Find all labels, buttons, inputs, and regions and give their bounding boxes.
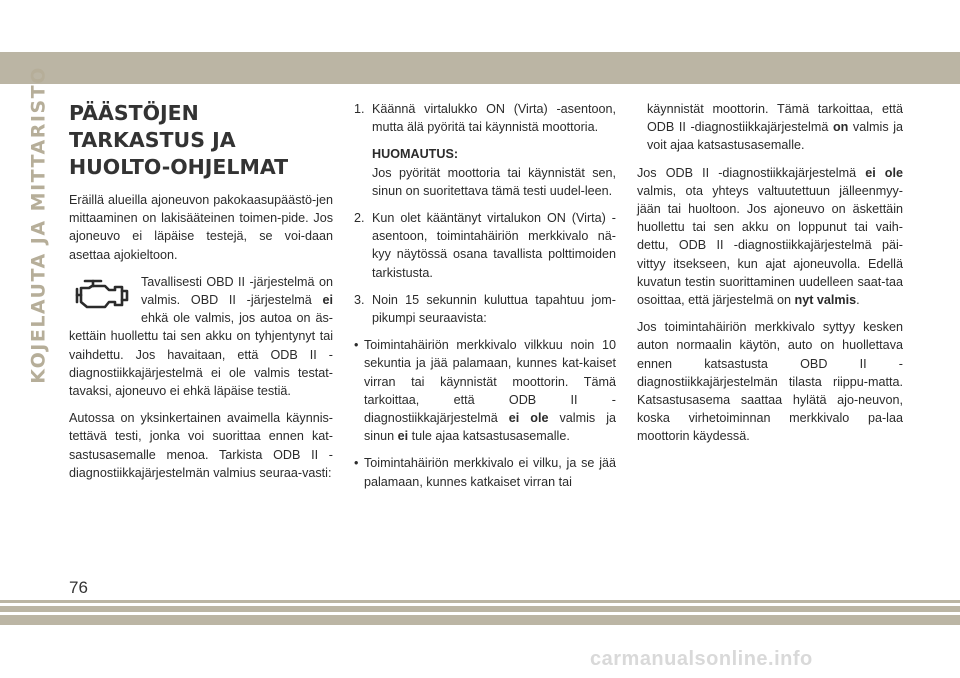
- note-heading: HUOMAUTUS:: [372, 147, 459, 162]
- list-item-2: [354, 209, 616, 282]
- column-2: [354, 100, 616, 500]
- paragraph-intro: Eräillä alueilla ajoneuvon pakokaasupäästö-jen mittaaminen on lakisääteinen toimen-pide. Jos ajoneuvo ei läpäise testejä, se voi-daan asettaa ajokieltoon.: [69, 193, 333, 262]
- watermark: carmanualsonline.info: [590, 648, 813, 670]
- header-band: [0, 52, 960, 84]
- list-item-1: [354, 100, 616, 136]
- engine-warning-icon: [69, 277, 133, 311]
- list-item-3: [354, 291, 616, 327]
- column-1: [69, 100, 333, 491]
- bullet-mark: •: [354, 456, 359, 471]
- bullet-text: Toimintahäiriön merkkivalo ei vilku, ja se jää palamaan, kunnes katkaiset virran tai: [364, 456, 616, 489]
- note-text: Jos pyörität moottoria tai käynnistät sen, sinun on suoritettava tämä testi uudel-leen.: [372, 165, 616, 198]
- bullet-text: Toimintahäiriön merkkivalo vilkkuu noin 10 sekuntia ja jää palamaan, kunnes kat-kaiset virran tai käynnistät moottorin. Tämä tarkoittaa, että ODB II -diagnostiikkajärjestelmä ei ole valmis ja sinun ei tule ajaa katsastusasemalle.: [364, 338, 617, 444]
- page-number: 76: [69, 578, 88, 597]
- section-title: PÄÄSTÖJEN TARKASTUS JA HUOLTO-OHJELMAT: [69, 101, 289, 179]
- note-box: [372, 145, 616, 200]
- footer-rule-1: [0, 600, 960, 603]
- list-number: 1.: [354, 102, 365, 116]
- paragraph-obd-ready: Tavallisesti OBD II -järjestelmä on valmis. OBD II -järjestelmä ei ehkä ole valmis, jos autoa on äs-kettäin huollettu tai sen akku on tyhjentynyt tai vaihdettu. Jos havaitaan, että ODB II -diagnostiikkajärjestelmä ei ole valmis testat-tavaksi, ajoneuvo ei ehkä läpäise testiä.: [69, 274, 333, 399]
- section-side-tab[interactable]: [24, 66, 54, 384]
- list-text: Noin 15 sekunnin kuluttua tapahtuu jom-pikumpi seuraavista:: [372, 292, 616, 326]
- column-3: [637, 100, 903, 455]
- bullet-item-2: [354, 454, 616, 490]
- paragraph-mil-on: Jos toimintahäiriön merkkivalo syttyy kesken auton normaalin käytön, auto on huollettava ennen katsastusta OBD II -diagnostiikkajärjestelmän tilasta riippu-matta. Katsastusasema saattaa hylätä ajo-neuvon, koska virhetoiminnan merkkivalo pa-laa moottorin käydessä.: [637, 320, 903, 444]
- list-number: 3.: [354, 292, 365, 307]
- footer-band: [0, 615, 960, 625]
- list-number: 2.: [354, 211, 365, 226]
- list-text: Käännä virtalukko ON (Virta) -asentoon, mutta älä pyöritä tai käynnistä moottoria.: [372, 102, 616, 135]
- list-text: Kun olet kääntänyt virtalukon ON (Virta) -asentoon, toimintahäiriön merkkivalo nä-kyy näytössä osana tavallista polttimoiden tarkistusta.: [372, 211, 616, 280]
- section-side-tab-label: KOJELAUTA JA MITTARISTO: [28, 66, 51, 384]
- bullet-mark: •: [354, 338, 359, 353]
- bullet-continuation: käynnistät moottorin. Tämä tarkoittaa, että ODB II -diagnostiikkajärjestelmä on valmis ja voit ajaa katsastusasemalle.: [647, 102, 904, 153]
- emphasis-ei: ei: [322, 293, 333, 308]
- footer-rule-2: [0, 606, 960, 612]
- paragraph-key-test: Autossa on yksinkertainen avaimella käynnis-tettävä testi, jonka voi suorittaa ennen kat-sastusasemalle menoa. Tarkista ODB II -diagnostiikkajärjestelmän valmius seuraa-vasti:: [69, 411, 333, 480]
- paragraph-not-ready: Jos ODB II -diagnostiikkajärjestelmä ei ole valmis, ota yhteys valtuutettuun jälleenmyy-jään tai huoltoon. Jos ajoneuvo on äskettäin huollettu tai sen akku on loppunut tai vaih-dettu, ODB II -diagnostiikkajärjestelmä päi-vittyy itsekseen, kun ajat ajoneuvolla. Edellä kuvatun testin suorittaminen uudelleen saat-taa osoittaa, että järjestelmä on nyt valmis.: [637, 165, 903, 308]
- bullet-item-1: [354, 336, 616, 445]
